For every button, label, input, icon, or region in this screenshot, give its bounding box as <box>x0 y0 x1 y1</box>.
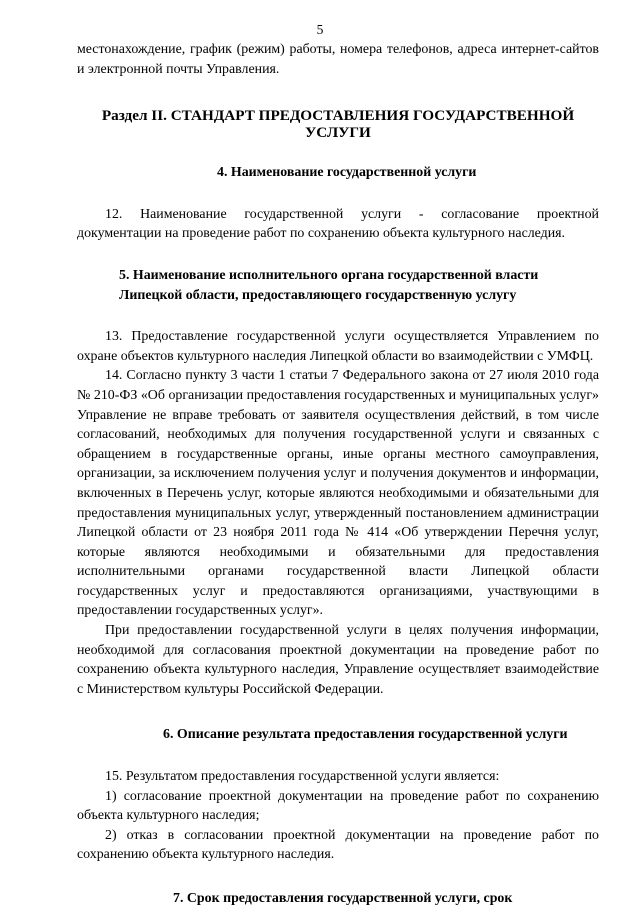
heading-7: 7. Срок предоставления государственной услуги, срок <box>173 891 513 906</box>
paragraph-15-item-2: 2) отказ в согласовании проектной документации на проведение работ по сохранению объекта культурного наследия. <box>77 827 599 863</box>
heading-6: 6. Описание результата предоставления государственной услуги <box>163 727 568 743</box>
paragraph-14-interaction: При предоставлении государственной услуги в целях получения информации, необходимой для согласования проектной документации на проведение работ по сохранению объекта культурного наследия, Управление осуществляет взаимодействие с Министерством культуры Российской Федерации. <box>77 623 599 697</box>
intro-paragraph: местонахождение, график (режим) работы, номера телефонов, адреса интернет-сайтов и электронной почты Управления. <box>77 42 599 77</box>
heading-5-line-2: Липецкой области, предоставляющего государственную услугу <box>119 287 517 303</box>
paragraph-14: 14. Согласно пункту 3 части 1 статьи 7 Федерального закона от 27 июля 2010 года № 210-ФЗ «Об организации предоставления государственных и муниципальных услуг» Управление не вправе требовать от заявителя осуществления действий, в том числе согласований, необходимых для получения государственной услуги и связанных с обращением в государственные органы, иные органы местного самоуправления, организации, за исключением получения услуг и получения документов и информации, включенных в Перечень услуг, которые являются необходимыми и обязательными для предоставления муниципальных услуг, утвержденный постановлением администрации Липецкой области от 23 ноября 2011 года № 414 «Об утверждении Перечня услуг, которые являются необходимыми и обязательными для предоставления исполнительными органами государственной власти Липецкой области государственных услуг и предоставляются организациями, участвующими в предоставлении государственных услуг». <box>77 368 599 619</box>
paragraph-15-item-1: 1) согласование проектной документации на проведение работ по сохранению объекта культурного наследия; <box>77 788 599 824</box>
heading-5-line-1: 5. Наименование исполнительного органа государственной власти <box>119 267 539 283</box>
section-title: Раздел II. СТАНДАРТ ПРЕДОСТАВЛЕНИЯ ГОСУДАРСТВЕННОЙ УСЛУГИ <box>101 107 575 142</box>
page-content <box>77 40 599 909</box>
paragraph-13: 13. Предоставление государственной услуги осуществляется Управлением по охране объектов культурного наследия Липецкой области во взаимодействии с УМФЦ. <box>77 329 599 364</box>
heading-5 <box>77 266 599 305</box>
page-number: 5 <box>316 22 324 37</box>
paragraph-15: 15. Результатом предоставления государственной услуги является: <box>105 769 500 785</box>
paragraph-12: 12. Наименование государственной услуги - согласование проектной документации на проведение работ по сохранению объекта культурного наследия. <box>77 206 599 242</box>
heading-4: 4. Наименование государственной услуги <box>217 165 477 181</box>
